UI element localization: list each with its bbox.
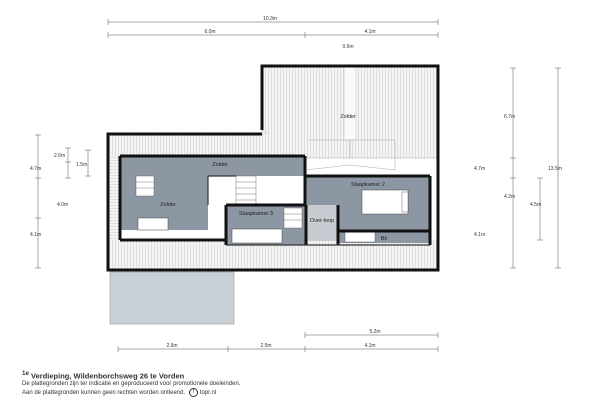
dim-left-1: 4.7m <box>30 166 42 172</box>
topr-logo-text: topr.nl <box>199 390 217 397</box>
chimney <box>344 66 356 140</box>
bed-small-icon <box>232 229 282 243</box>
floor-title-text: Verdieping, Wildenborchsweg 26 te Vorden <box>31 371 185 381</box>
disclaimer-line-2 <box>22 388 240 398</box>
label-zolder-left: Zolder <box>160 202 176 208</box>
dim-right-1: 6.7m <box>504 114 516 120</box>
dim-left-inner-1: 2.6m <box>54 153 66 159</box>
topr-logo-icon: T <box>189 388 198 397</box>
floor-title-sup: 1e <box>22 370 29 377</box>
dim-bottom-3: 4.1m <box>364 343 376 349</box>
label-zolder-top: Zolder <box>212 162 228 168</box>
roof-area-left <box>108 134 308 156</box>
dim-bottom-2: 2.5m <box>260 343 272 349</box>
dim-bottom-upper: 5.2m <box>369 329 381 335</box>
dim-left-2: 4.0m <box>57 202 69 208</box>
dim-top-left: 6.0m <box>204 29 216 35</box>
dim-right-2: 4.7m <box>474 166 486 172</box>
terrace <box>110 272 234 324</box>
label-zolder-right: Zolder <box>340 114 356 120</box>
desk-icon <box>138 218 168 230</box>
dim-top-small: 0.6m <box>342 44 354 50</box>
dim-left-3: 4.1m <box>30 232 42 238</box>
dim-right-4: 4.2m <box>504 194 516 200</box>
dim-top-right: 4.1m <box>364 29 376 35</box>
footer <box>22 370 240 398</box>
dim-right-total: 13.5m <box>548 166 562 172</box>
label-slaapkamer2: Slaapkamer 2 <box>351 182 385 188</box>
dim-top-total: 10.3m <box>263 16 277 22</box>
label-overloop: Over-loop <box>309 218 335 224</box>
bed-icon <box>362 190 408 214</box>
label-slaapkamer3: Slaapkamer 3 <box>239 211 273 217</box>
disclaimer-line-2-text: Aan de plattegronden kunnen geen rechten worden ontleend. <box>22 390 186 397</box>
dim-right-5: 4.5m <box>530 202 542 208</box>
topr-logo <box>189 388 216 398</box>
bath-icon <box>345 232 375 242</box>
dim-left-inner-2: 1.5m <box>76 162 88 168</box>
dim-bottom <box>118 332 438 352</box>
floor-title <box>22 370 240 381</box>
bed-pillow <box>402 192 408 212</box>
dim-bottom-1: 2.6m <box>166 343 178 349</box>
label-badkamer: Bk <box>380 236 388 242</box>
dim-right-3: 4.1m <box>474 232 486 238</box>
roof-area-left-side <box>108 156 120 240</box>
disclaimer-line-1: De plattegronden zijn ter indicatie en geproduceerd voor promotionele doeleinden. <box>22 380 241 387</box>
